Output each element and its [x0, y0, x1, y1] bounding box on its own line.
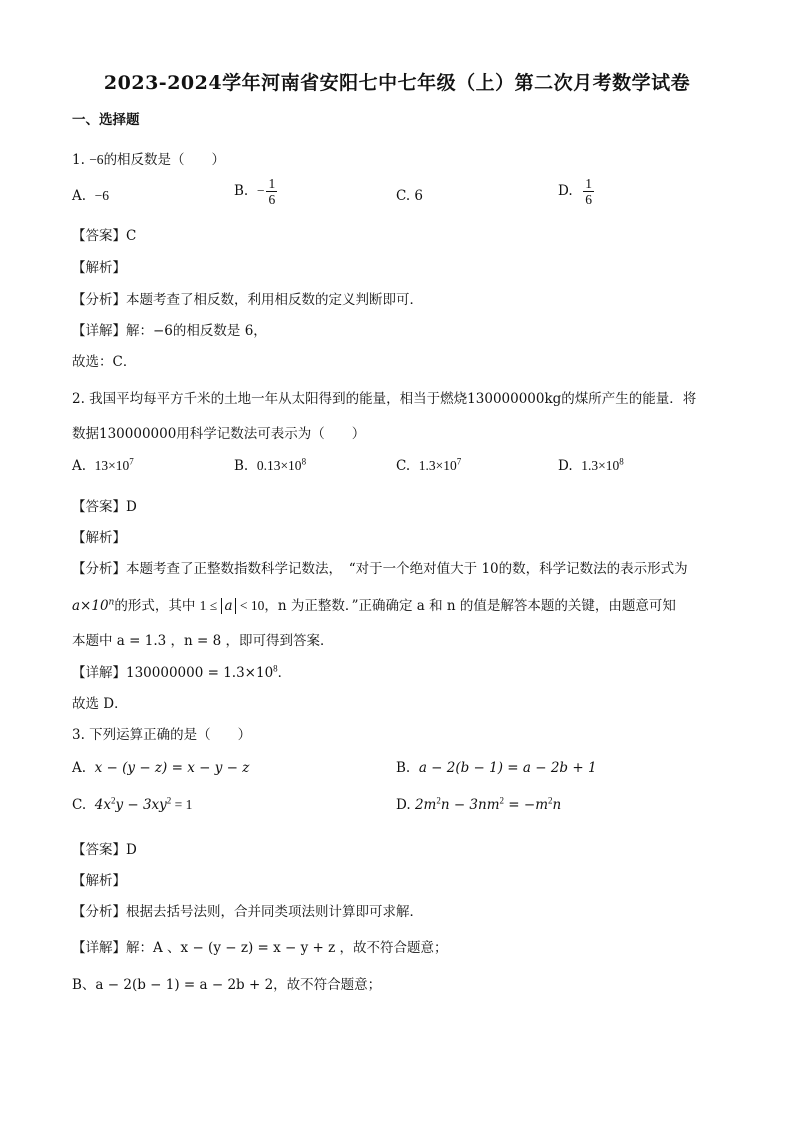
q3-option-b: B. a − 2(b − 1) = a − 2b + 1	[396, 760, 597, 776]
q1-analysis: 【分析】本题考查了相反数，利用相反数的定义判断即可．	[72, 292, 423, 308]
q1-jiexi: 【解析】	[72, 260, 126, 276]
q3-jiexi: 【解析】	[72, 873, 126, 889]
q1-detail: 【详解】解：−6的相反数是 6，	[72, 323, 267, 339]
q2-choice: 故选 D．	[72, 696, 128, 712]
q2-option-c: C. $1.3\times 10^7$	[396, 456, 462, 474]
q2-detail: 【详解】$130000000 = 1.3\times 10^8$．	[72, 663, 292, 681]
q2-option-d: D. $1.3\times 10^8$	[558, 456, 624, 474]
q3-answer: 【答案】D	[72, 842, 137, 858]
q2-analysis-line3: 本题中 a = 1.3 ，n = 8 ，即可得到答案．	[72, 633, 334, 649]
q3-option-a: A. x − (y − z) = x − y − z	[72, 760, 250, 776]
question-2-stem-line2: 数据130000000用科学记数法可表示为（ ）	[72, 426, 366, 442]
q2-analysis-line2: $a\times 10^n$的形式，其中 1 ≤ a < 10，n 为正整数．”正确确定 a 和 n 的值是解答本题的关键，由题意可知	[72, 597, 676, 614]
q1-option-b: B. − $\frac{1}{6}$	[234, 176, 276, 207]
question-3-stem: 3. 下列运算正确的是（ ）	[72, 727, 252, 743]
question-1-stem	[72, 148, 225, 168]
page-title: 2023-2024学年河南省安阳七中七年级（上）第二次月考数学试卷	[103, 72, 691, 94]
q1-answer: 【答案】C	[72, 228, 137, 244]
q1-option-a: A. −6	[72, 188, 110, 204]
q3-option-d: D. $2m^2n - 3nm^2 = -m^2n$	[396, 795, 562, 813]
q2-analysis-line1: 【分析】本题考查了正整数指数科学记数法， “对于一个绝对值大于 10的数，科学记数法的表示形式为	[72, 561, 688, 577]
q3-detail-b: B、a − 2(b − 1) = a − 2b + 2，故不符合题意；	[72, 977, 382, 993]
q1-option-c: C. 6	[396, 188, 424, 204]
q2-option-a: A. $13\times 10^7$	[72, 456, 134, 474]
q1-option-d: D. $\frac{1}{6}$	[558, 176, 592, 207]
fraction: $\frac{1}{6}$	[268, 176, 276, 207]
q2-option-b: B. $0.13\times 10^8$	[234, 456, 307, 474]
q2-answer: 【答案】D	[72, 499, 137, 515]
q1-number: 1.	[72, 152, 85, 168]
q1-choice: 故选：C．	[72, 354, 137, 370]
q1-text: 的相反数是（ ）	[103, 152, 226, 168]
fraction: $\frac{1}{6}$	[585, 176, 592, 207]
q2-jiexi: 【解析】	[72, 530, 126, 546]
q3-analysis: 【分析】根据去括号法则，合并同类项法则计算即可求解．	[72, 904, 423, 920]
section-heading: 一、选择题	[72, 112, 140, 128]
q1-expr: −6	[89, 152, 104, 167]
q3-option-c: C. $4x^2y - 3xy^2 = 1$	[72, 795, 193, 813]
q3-detail: 【详解】解：A 、x − (y − z) = x − y + z ，故不符合题意；	[72, 940, 448, 956]
question-2-stem-line1: 2. 我国平均每平方千米的土地一年从太阳得到的能量，相当于燃烧130000000kg的煤所产生的能量．将	[72, 391, 697, 407]
